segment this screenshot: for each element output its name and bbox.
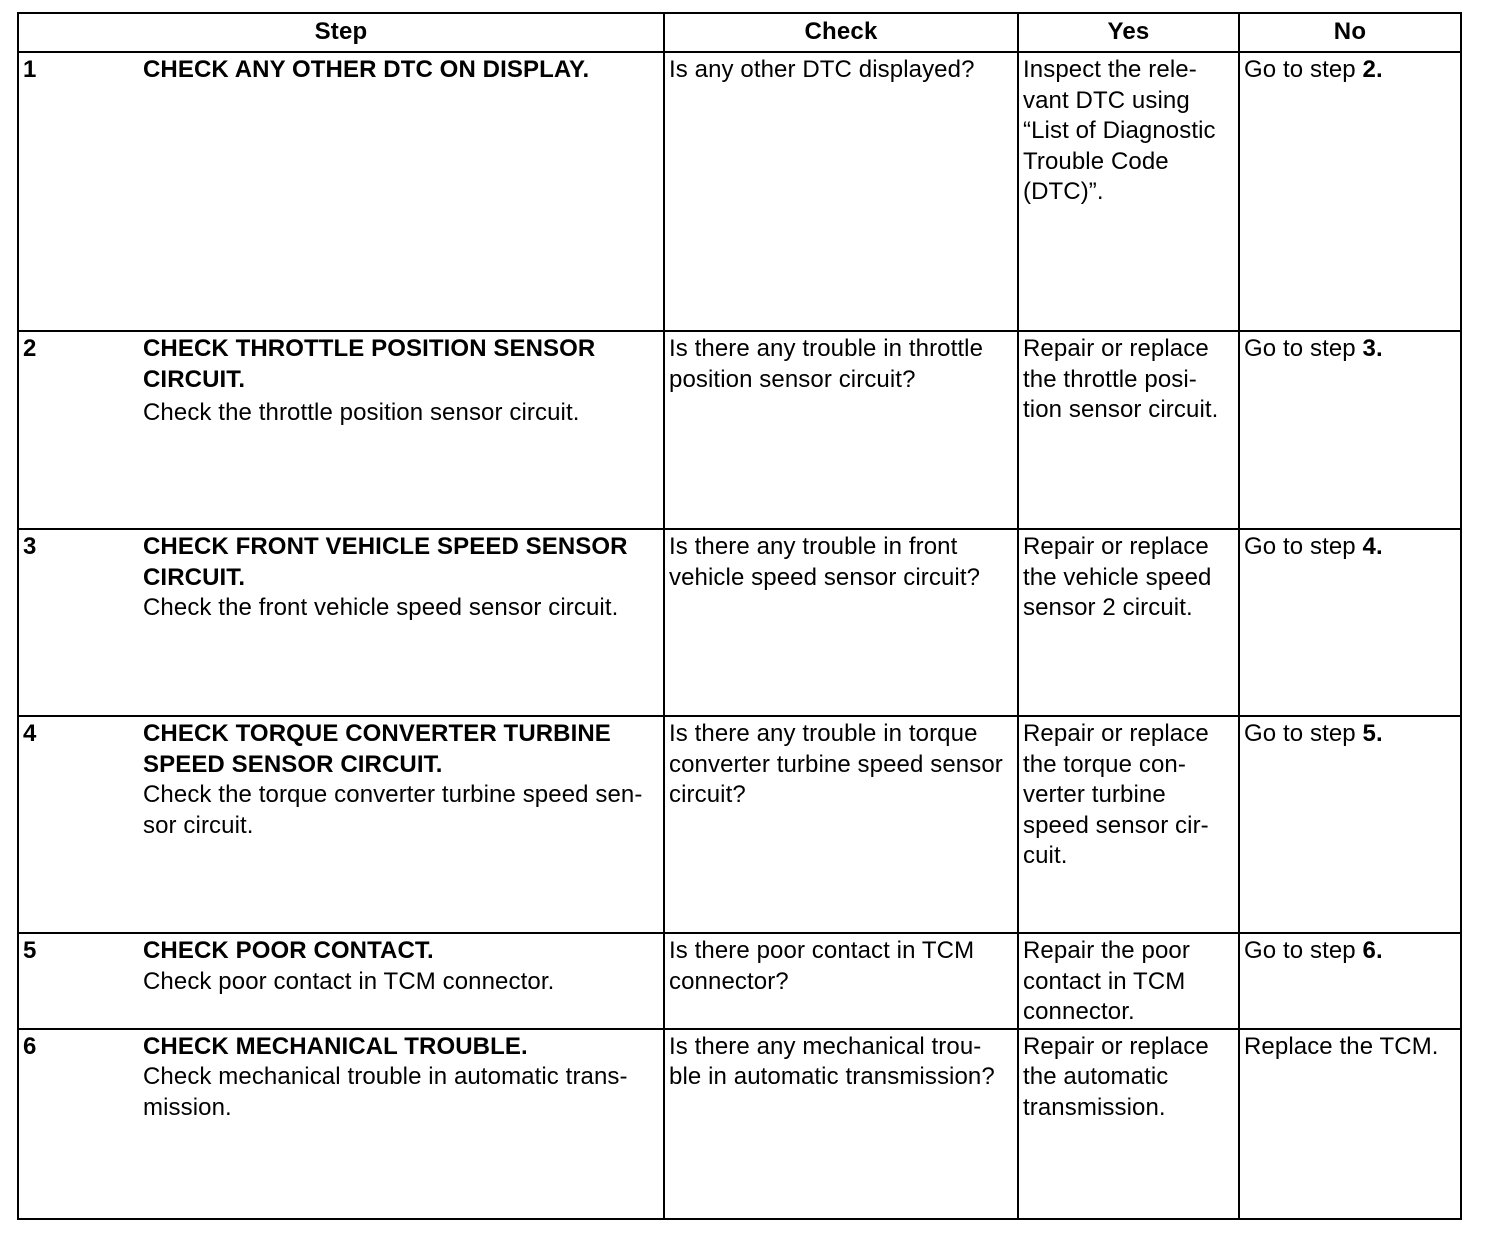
table-row	[18, 52, 1461, 331]
step-detail	[143, 780, 653, 841]
step-number: 6	[23, 1032, 37, 1060]
step-detail-line: sor circuit.	[143, 811, 254, 839]
yes-line: (DTC)”.	[1023, 178, 1104, 205]
no-prefix: Go to step	[1244, 720, 1363, 747]
step-cell	[18, 529, 664, 716]
table-row	[18, 716, 1461, 933]
step-detail-line: Check mechanical trouble in automatic trans-	[143, 1063, 628, 1090]
no-step-ref: 3.	[1362, 335, 1383, 362]
yes-line: transmission.	[1023, 1093, 1166, 1121]
no-cell	[1239, 331, 1461, 529]
step-number: 4	[23, 720, 37, 747]
yes-line: tion sensor circuit.	[1023, 396, 1219, 423]
yes-line: Repair or replace	[1023, 720, 1209, 747]
step-number: 3	[23, 533, 37, 560]
no-cell	[1239, 529, 1461, 716]
no-prefix: Go to step	[1244, 937, 1363, 964]
yes-line: Repair or replace	[1023, 1032, 1209, 1060]
step-detail-line: mission.	[143, 1093, 232, 1121]
yes-cell	[1018, 529, 1239, 716]
yes-line: the automatic	[1023, 1063, 1169, 1090]
table-row	[18, 331, 1461, 529]
step-title: CHECK POOR CONTACT.	[143, 937, 434, 964]
yes-line: connector.	[1023, 998, 1135, 1025]
yes-line: the torque con-	[1023, 750, 1186, 778]
step-detail: Check the front vehicle speed sensor circuit.	[143, 594, 619, 621]
step-title: CHECK FRONT VEHICLE SPEED SENSOR CIRCUIT.	[143, 533, 628, 591]
check-cell: Is any other DTC displayed?	[664, 52, 1018, 331]
table-row	[18, 933, 1461, 1029]
check-cell	[664, 1029, 1018, 1219]
yes-line: sensor 2 circuit.	[1023, 594, 1193, 621]
yes-line: Repair or replace	[1023, 533, 1209, 560]
no-cell	[1239, 933, 1461, 1029]
yes-cell	[1018, 52, 1239, 331]
yes-line: the throttle posi-	[1023, 365, 1197, 393]
no-prefix: Go to step	[1244, 533, 1363, 560]
yes-line: vant DTC using	[1023, 86, 1190, 114]
yes-line: cuit.	[1023, 842, 1068, 869]
diagnostic-table	[17, 12, 1462, 1220]
yes-line: Repair or replace	[1023, 335, 1209, 362]
yes-line: Inspect the rele-	[1023, 56, 1197, 83]
step-detail: Check the throttle position sensor circuit.	[143, 399, 580, 426]
step-detail	[143, 1062, 653, 1123]
no-prefix: Go to step	[1244, 335, 1363, 362]
no-step-ref: 5.	[1362, 720, 1383, 747]
header-yes: Yes	[1018, 13, 1239, 52]
check-line: ble in automatic transmission?	[669, 1063, 995, 1090]
step-title: CHECK TORQUE CONVERTER TURBINE SPEED SENSOR CIRCUIT.	[143, 720, 611, 778]
step-cell	[18, 933, 664, 1029]
no-prefix: Go to step	[1244, 56, 1363, 83]
header-no: No	[1239, 13, 1461, 52]
no-step-ref: 4.	[1362, 533, 1383, 560]
check-line: Is there any mechanical trou-	[669, 1032, 982, 1060]
step-number: 5	[23, 937, 37, 964]
header-row	[18, 13, 1461, 52]
check-cell: Is there any trouble in front vehicle speed sensor circuit?	[664, 529, 1018, 716]
no-cell: Replace the TCM.	[1239, 1029, 1461, 1219]
yes-cell	[1018, 933, 1239, 1029]
table-row	[18, 1029, 1461, 1219]
check-cell: Is there poor contact in TCM connector?	[664, 933, 1018, 1029]
yes-line: Trouble Code	[1023, 147, 1169, 175]
step-detail-line: Check the torque converter turbine speed sen-	[143, 781, 643, 808]
yes-line: contact in TCM	[1023, 967, 1186, 995]
step-number: 1	[23, 56, 37, 83]
step-title: CHECK MECHANICAL TROUBLE.	[143, 1032, 528, 1060]
step-cell	[18, 331, 664, 529]
check-cell: Is there any trouble in throttle position sensor circuit?	[664, 331, 1018, 529]
step-cell	[18, 716, 664, 933]
header-check: Check	[664, 13, 1018, 52]
step-detail: Check poor contact in TCM connector.	[143, 967, 555, 995]
no-cell	[1239, 52, 1461, 331]
step-cell	[18, 52, 664, 331]
yes-cell	[1018, 716, 1239, 933]
yes-line: Repair the poor	[1023, 937, 1190, 964]
step-cell	[18, 1029, 664, 1219]
no-cell	[1239, 716, 1461, 933]
no-step-ref: 2.	[1362, 56, 1383, 83]
table-row	[18, 529, 1461, 716]
yes-line: the vehicle speed	[1023, 563, 1212, 591]
header-step: Step	[18, 13, 664, 52]
step-title: CHECK ANY OTHER DTC ON DISPLAY.	[143, 56, 590, 83]
no-step-ref: 6.	[1362, 937, 1383, 964]
yes-line: speed sensor cir-	[1023, 811, 1209, 839]
yes-cell	[1018, 331, 1239, 529]
yes-cell	[1018, 1029, 1239, 1219]
yes-line: “List of Diagnostic	[1023, 117, 1216, 144]
yes-line: verter turbine	[1023, 781, 1166, 808]
step-title: CHECK THROTTLE POSITION SENSOR CIRCUIT.	[143, 335, 596, 393]
step-number: 2	[23, 335, 37, 362]
check-cell: Is there any trouble in torque converter turbine speed sensor circuit?	[664, 716, 1018, 933]
